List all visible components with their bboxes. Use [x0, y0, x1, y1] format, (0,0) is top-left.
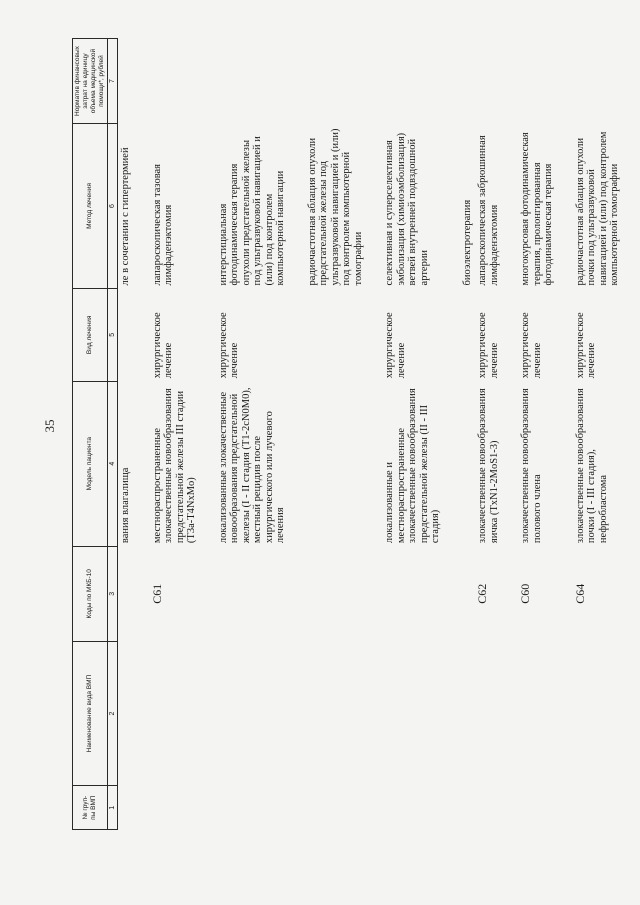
treatment-method: радиочастотная аблация опухоли почки под ультразвуковой навигацией и (или) под контролем компьютерной томографии — [574, 131, 620, 286]
icd-code — [118, 546, 134, 641]
table-row — [475, 39, 502, 830]
header-treatment-type: Вид лечения — [73, 288, 108, 381]
table-row — [460, 39, 476, 830]
treatment-method: многокурсовая фотодинамическая терапия, пролонгированная фотодинамическая терапия — [520, 132, 554, 286]
patient-model — [460, 381, 476, 546]
header-cost-norm: Норматив финансовых затрат на единицу объема медицинской помощи*, рублей — [73, 39, 108, 124]
treatment-type: хирургическое лечение — [520, 312, 543, 379]
treatment-type — [460, 288, 476, 381]
icd-code — [216, 546, 289, 641]
treatment-method: интерстициальная фотодинамическая терапия опухоли предстательной железы под ультразвуковой навигацией и (или) под контролем компьютерной навигации — [217, 136, 286, 286]
icd-code: C61 — [149, 583, 164, 604]
patient-model: злокачественные новообразования почки (I - III стадия), нефробластома — [574, 388, 609, 544]
header-treatment-method: Метод лечения — [73, 124, 108, 289]
treatment-type: хирургическое лечение — [151, 312, 174, 379]
icd-code: C62 — [475, 583, 489, 604]
patient-model — [305, 381, 367, 546]
column-number: 3 — [108, 546, 118, 641]
treatment-method: биоэлектротерапия — [461, 199, 473, 286]
header-group-number: № груп- пы ВМП — [73, 786, 108, 830]
column-number: 4 — [108, 381, 118, 546]
header-patient-model: Модель пациента — [73, 381, 108, 546]
table-row — [518, 39, 557, 830]
vmp-table — [72, 38, 623, 830]
patient-model: злокачественные новообразования яичка (TxN1-2MoS1-3) — [477, 388, 500, 544]
patient-model: вания влагалища — [120, 467, 131, 544]
icd-code: C60 — [518, 583, 532, 604]
patient-model: злокачественные новообразования полового члена — [520, 388, 543, 544]
table-row — [573, 39, 623, 830]
treatment-type: хирургическое лечение — [384, 312, 407, 379]
treatment-type — [118, 288, 134, 381]
treatment-type: хирургическое лечение — [217, 312, 240, 379]
treatment-type: хирургическое лечение — [574, 312, 597, 379]
icd-code — [460, 546, 476, 641]
table-row — [150, 39, 200, 830]
table-row — [305, 39, 367, 830]
table-row — [118, 39, 134, 830]
column-number: 5 — [108, 288, 118, 381]
icd-code — [382, 546, 444, 641]
rotated-content — [72, 38, 628, 830]
header-row — [73, 39, 108, 830]
document-sheet — [72, 38, 628, 830]
header-vmp-name: Наименование вида ВМП — [73, 641, 108, 785]
patient-model: локализованные злокачественные новообразования предстательной железы (I - II стадия (T1-2cN0M0), местный рецидив после хирургического или лучевого лечения — [217, 387, 286, 544]
patient-model: местнораспространенные злокачественные новообразования предстательной железы III стадии (T3a-T4NxMo) — [151, 388, 197, 544]
treatment-type: хирургическое лечение — [477, 312, 500, 379]
column-number: 1 — [108, 786, 118, 830]
header-icd-codes: Коды по МКБ-10 — [73, 546, 108, 641]
treatment-method: лапароскопическая тазовая лимфаденэктомия — [151, 163, 174, 286]
treatment-method: радиочастотная аблация опухоли предстательной железы под ультразвуковой навигацией и (или) под контролем компьютерной томографии — [306, 128, 364, 286]
column-number: 6 — [108, 124, 118, 289]
table-row — [382, 39, 444, 830]
treatment-type — [305, 288, 367, 381]
patient-model: локализованные и местнораспространенные злокачественные новообразования предстательной железы (II - III стадия) — [384, 388, 441, 544]
column-number: 2 — [108, 641, 118, 785]
column-number-row — [108, 39, 118, 830]
treatment-method: ле в сочетании с гипертермией — [120, 147, 131, 286]
icd-code — [305, 546, 367, 641]
icd-code: C64 — [572, 583, 587, 604]
table-row — [216, 39, 289, 830]
treatment-method: лапароскопическая забрюшинная лимфаденэктомия — [477, 135, 500, 286]
treatment-method: селективная и суперселективная эмболизация (химиоэмболизация) ветвей внутренней подвздошной артерии — [384, 132, 430, 286]
column-number: 7 — [108, 39, 118, 124]
